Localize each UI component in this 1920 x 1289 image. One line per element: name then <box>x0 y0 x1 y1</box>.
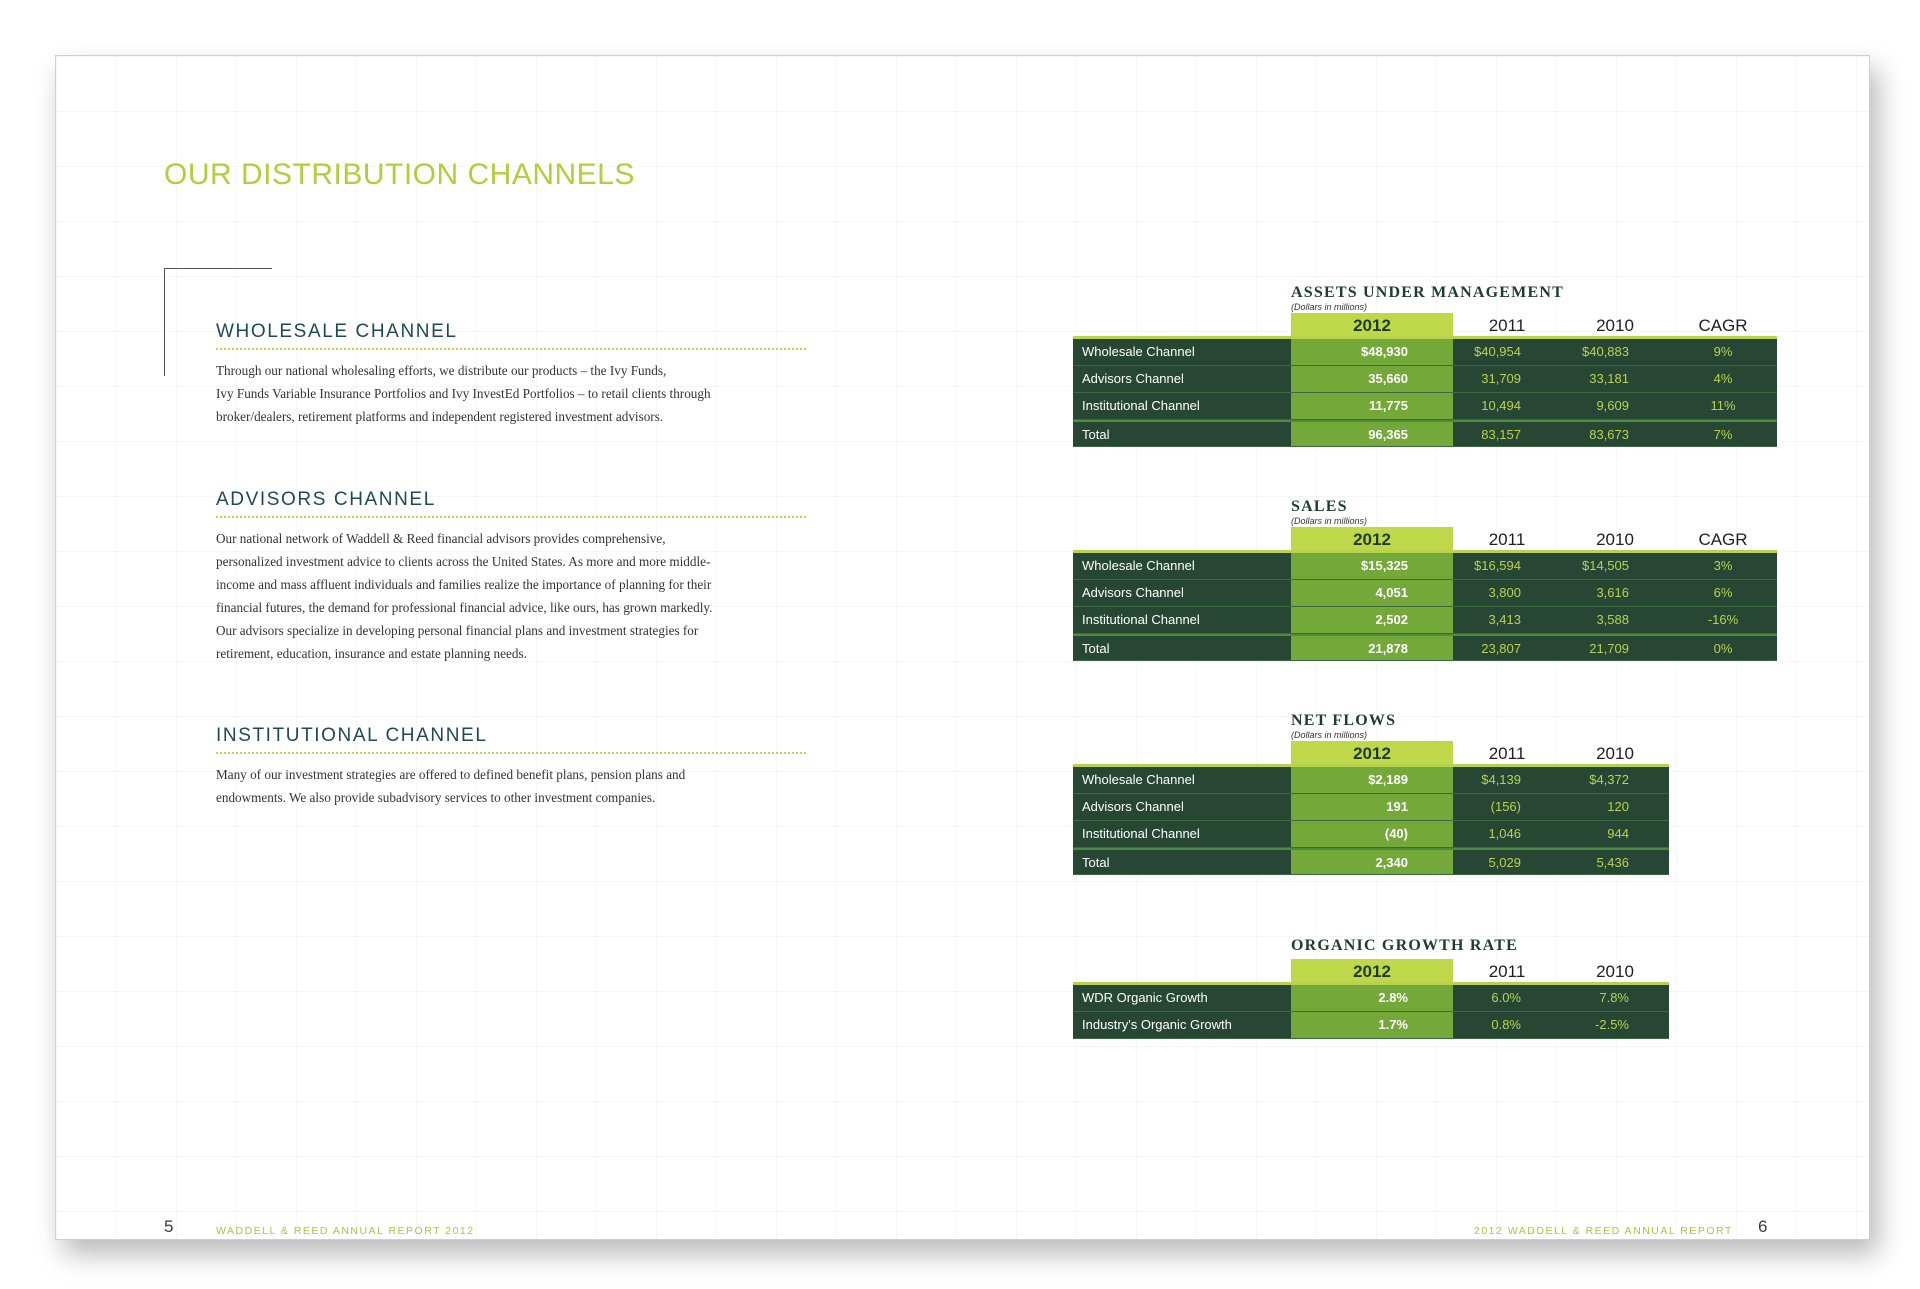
row-label: Advisors Channel <box>1082 585 1184 600</box>
body-line: retirement, education, insurance and estate planning needs. <box>216 646 527 661</box>
aum-table <box>1073 284 1777 447</box>
column-header: CAGR <box>1698 530 1748 549</box>
net-flows-table <box>1073 712 1669 875</box>
table-row <box>1073 393 1777 420</box>
table-header <box>1073 741 1669 767</box>
page-number: 6 <box>1758 1217 1768 1236</box>
table-cell: 3,588 <box>1596 612 1629 627</box>
running-footer: 2012 WADDELL & REED ANNUAL REPORT <box>1474 1225 1733 1237</box>
table-header <box>1073 959 1669 985</box>
table-cell: 5,436 <box>1596 855 1629 870</box>
table-cell: 9,609 <box>1596 398 1629 413</box>
column-header: 2012 <box>1291 741 1453 764</box>
section-heading: WHOLESALE CHANNEL <box>216 321 806 350</box>
wholesale-section <box>216 321 806 428</box>
table-row <box>1073 580 1777 607</box>
column-header: 2010 <box>1596 530 1634 549</box>
table-row <box>1073 794 1669 821</box>
sales-table <box>1073 498 1777 661</box>
table-cell: 191 <box>1291 794 1453 820</box>
left-footer <box>164 1217 173 1237</box>
column-header: 2010 <box>1596 744 1634 763</box>
table-header <box>1073 527 1777 553</box>
row-label: Industry's Organic Growth <box>1082 1017 1232 1032</box>
table-cell: 6% <box>1713 585 1733 600</box>
table-title: NET FLOWS <box>1291 712 1397 729</box>
column-header: 2011 <box>1488 744 1526 763</box>
row-label: WDR Organic Growth <box>1082 990 1208 1005</box>
table-cell: $2,189 <box>1291 767 1453 793</box>
row-label: Total <box>1082 855 1110 870</box>
row-label: Wholesale Channel <box>1082 772 1195 787</box>
table-cell: 11% <box>1710 398 1736 413</box>
table-subtitle: (Dollars in millions) <box>1291 730 1368 740</box>
table-cell: 9% <box>1713 344 1733 359</box>
table-cell: 2,340 <box>1291 850 1453 874</box>
table-cell: $4,372 <box>1589 772 1629 787</box>
table-cell: (40) <box>1291 821 1453 847</box>
column-header: 2012 <box>1291 527 1453 550</box>
table-cell: 3,616 <box>1596 585 1629 600</box>
table-cell: 4% <box>1713 371 1733 386</box>
body-line: financial futures, the demand for professional financial advice, like ours, has grown markedly. <box>216 600 713 615</box>
left-running-footer <box>216 1221 475 1239</box>
table-row <box>1073 821 1669 848</box>
table-cell: -16% <box>1707 612 1739 627</box>
table-total-row <box>1073 634 1777 661</box>
table-cell: 2.8% <box>1291 985 1453 1011</box>
table-cell: 1.7% <box>1291 1012 1453 1038</box>
body-line: personalized investment advice to clients across the United States. As more and more middle- <box>216 554 711 569</box>
body-line: income and mass affluent individuals and families realize the importance of planning for their <box>216 577 712 592</box>
row-label: Advisors Channel <box>1082 371 1184 386</box>
body-line: Our advisors specialize in developing personal financial plans and investment strategies for <box>216 623 699 638</box>
right-running-footer <box>1474 1221 1733 1239</box>
table-row <box>1073 607 1777 634</box>
table-cell: $14,505 <box>1582 558 1629 573</box>
column-header: 2012 <box>1291 959 1453 982</box>
table-subtitle: (Dollars in millions) <box>1291 516 1368 526</box>
table-cell: 2,502 <box>1291 607 1453 633</box>
table-cell: $4,139 <box>1481 772 1521 787</box>
row-label: Institutional Channel <box>1082 612 1200 627</box>
table-cell: 1,046 <box>1488 826 1521 841</box>
section-body <box>216 359 806 428</box>
table-row <box>1073 339 1777 366</box>
body-line: endowments. We also provide subadvisory services to other investment companies. <box>216 790 656 805</box>
table-title: SALES <box>1291 498 1348 515</box>
row-label: Wholesale Channel <box>1082 344 1195 359</box>
table-row <box>1073 985 1669 1012</box>
table-cell: 96,365 <box>1291 422 1453 446</box>
institutional-section <box>216 725 806 809</box>
table-cell: 3% <box>1713 558 1733 573</box>
table-cell: 33,181 <box>1589 371 1629 386</box>
report-spread <box>55 55 1870 1240</box>
table-title: ASSETS UNDER MANAGEMENT <box>1291 284 1564 301</box>
table-cell: 23,807 <box>1481 641 1521 656</box>
section-body <box>216 527 806 665</box>
column-header: 2012 <box>1291 313 1453 336</box>
section-heading: ADVISORS CHANNEL <box>216 489 806 518</box>
table-cell: $16,594 <box>1474 558 1521 573</box>
table-cell: 21,709 <box>1589 641 1629 656</box>
organic-growth-table <box>1073 937 1669 1039</box>
body-line: Ivy Funds Variable Insurance Portfolios and Ivy InvestEd Portfolios – to retail clients through <box>216 386 711 401</box>
table-cell: 83,157 <box>1481 427 1521 442</box>
table-cell: 120 <box>1607 799 1629 814</box>
table-cell: $40,883 <box>1582 344 1629 359</box>
row-label: Total <box>1082 427 1110 442</box>
table-row <box>1073 366 1777 393</box>
table-total-row <box>1073 420 1777 447</box>
body-line: Through our national wholesaling efforts, we distribute our products – the Ivy Funds, <box>216 363 667 378</box>
table-row <box>1073 767 1669 794</box>
table-cell: 3,800 <box>1488 585 1521 600</box>
table-row <box>1073 1012 1669 1039</box>
table-total-row <box>1073 848 1669 875</box>
table-cell: 0.8% <box>1491 1017 1521 1032</box>
table-cell: 5,029 <box>1488 855 1521 870</box>
column-header: 2011 <box>1488 316 1526 335</box>
body-line: Our national network of Waddell & Reed financial advisors provides comprehensive, <box>216 531 666 546</box>
table-cell: 6.0% <box>1491 990 1521 1005</box>
table-cell: 83,673 <box>1589 427 1629 442</box>
table-header <box>1073 313 1777 339</box>
column-header: CAGR <box>1698 316 1748 335</box>
table-cell: 944 <box>1607 826 1629 841</box>
table-cell: 11,775 <box>1291 393 1453 419</box>
row-label: Wholesale Channel <box>1082 558 1195 573</box>
table-cell: 35,660 <box>1291 366 1453 392</box>
table-cell: -2.5% <box>1595 1017 1629 1032</box>
table-cell: (156) <box>1490 799 1521 814</box>
row-label: Institutional Channel <box>1082 826 1200 841</box>
table-cell: 31,709 <box>1481 371 1521 386</box>
section-heading: INSTITUTIONAL CHANNEL <box>216 725 806 754</box>
table-cell: 7% <box>1713 427 1733 442</box>
table-cell: 10,494 <box>1481 398 1521 413</box>
column-header: 2010 <box>1596 316 1634 335</box>
advisors-section <box>216 489 806 665</box>
row-label: Advisors Channel <box>1082 799 1184 814</box>
running-footer: WADDELL & REED ANNUAL REPORT 2012 <box>216 1225 475 1237</box>
body-line: Many of our investment strategies are offered to defined benefit plans, pension plans and <box>216 767 686 782</box>
page-number: 5 <box>164 1217 174 1236</box>
table-cell: 21,878 <box>1291 636 1453 660</box>
body-line: broker/dealers, retirement platforms and independent registered investment advisors. <box>216 409 664 424</box>
column-header: 2011 <box>1488 530 1526 549</box>
table-cell: 3,413 <box>1488 612 1521 627</box>
table-cell: $15,325 <box>1291 553 1453 579</box>
table-cell: 7.8% <box>1599 990 1629 1005</box>
table-cell: 0% <box>1713 641 1733 656</box>
table-subtitle: (Dollars in millions) <box>1291 302 1368 312</box>
table-row <box>1073 553 1777 580</box>
table-cell: 4,051 <box>1291 580 1453 606</box>
table-title: ORGANIC GROWTH RATE <box>1291 937 1518 954</box>
row-label: Total <box>1082 641 1110 656</box>
column-header: 2011 <box>1488 962 1526 981</box>
page-title: OUR DISTRIBUTION CHANNELS <box>164 158 635 191</box>
row-label: Institutional Channel <box>1082 398 1200 413</box>
table-cell: $48,930 <box>1291 339 1453 365</box>
section-body <box>216 763 806 809</box>
right-footer <box>1758 1217 1767 1237</box>
column-header: 2010 <box>1596 962 1634 981</box>
table-cell: $40,954 <box>1474 344 1521 359</box>
